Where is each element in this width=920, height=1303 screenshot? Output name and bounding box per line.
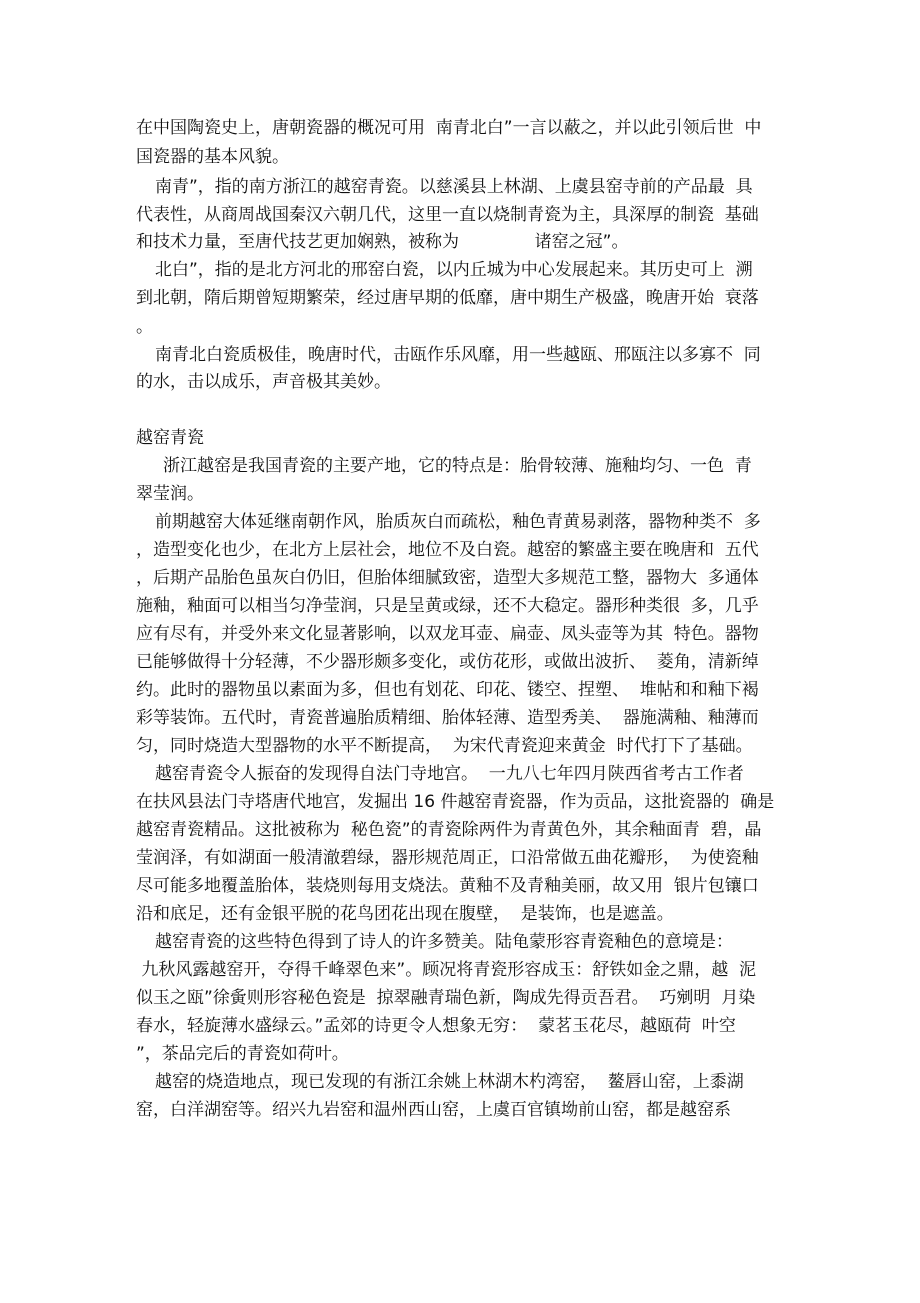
- text-line: 尽可能多地覆盖胎体，装烧则每用支烧法。黄釉不及青釉美丽，故又用 银片包镶口: [136, 876, 759, 896]
- text-line: 到北朝，隋后期曾短期繁荣，经过唐早期的低靡，唐中期生产极盛，晚唐开始 衰落: [136, 288, 759, 308]
- text-line: 越窑青瓷令人振奋的发现得自法门寺地宫。 一九八七年四月陕西省考古工作者: [155, 764, 744, 784]
- text-line: 在扶风县法门寺塔唐代地宫，发掘出 16 件越窑青瓷器，作为贡品，这批瓷器的 确是: [136, 792, 775, 812]
- text-line: 约。此时的器物虽以素面为多，但也有划花、印花、镂空、捏塑、 堆帖和和釉下褐: [136, 680, 759, 700]
- text-line: ”，茶品完后的青瓷如荷叶。: [136, 1044, 349, 1064]
- text-line: 窑，白洋湖窑等。绍兴九岩窑和温州西山窑，上虞百官镇坳前山窑，都是越窑系: [136, 1100, 731, 1120]
- text-line: 翠莹润。: [136, 484, 204, 504]
- text-line: 南青北白瓷质极佳，晚唐时代，击瓯作乐风靡，用一些越瓯、邢瓯注以多寡不 同: [155, 345, 761, 365]
- text-line: 的水，击以成乐，声音极其美妙。: [136, 372, 391, 392]
- text-line: 莹润泽，有如湖面一般清澈碧绿，器形规范周正，口沿常做五曲花瓣形， 为使瓷釉: [136, 848, 759, 868]
- text-line: ，造型变化也少，在北方上层社会，地位不及白瓷。越窑的繁盛主要在晚唐和 五代: [136, 540, 759, 560]
- text-line: 越窑青瓷的这些特色得到了诗人的许多赞美。陆龟蒙形容青瓷釉色的意境是：: [155, 932, 733, 952]
- text-line: 九秋风露越窑开，夺得千峰翠色来”。顾况将青瓷形容成玉：舒铁如金之鼎，越 泥: [136, 960, 757, 980]
- text-line: 越窑的烧造地点，现已发现的有浙江余姚上林湖木杓湾窑， 鳌唇山窑，上黍湖: [155, 1072, 744, 1092]
- text-line: 前期越窑大体延继南朝作风，胎质灰白而疏松，釉色青黄易剥落，器物种类不 多: [155, 512, 761, 532]
- text-line: 。: [136, 317, 153, 337]
- text-line: 浙江越窑是我国青瓷的主要产地，它的特点是：胎骨较薄、施釉均匀、一色 青: [163, 456, 752, 476]
- text-line: 似玉之瓯”徐夤则形容秘色瓷是 掠翠融青瑞色新，陶成先得贡吾君。 巧剜明 月染: [136, 988, 756, 1008]
- text-line: 彩等装饰。五代时，青瓷普遍胎质精细、胎体轻薄、造型秀美、 器施满釉、釉薄而: [136, 708, 759, 728]
- text-line: 沿和底足，还有金银平脱的花鸟团花出现在腹壁， 是装饰，也是遮盖。: [136, 904, 674, 924]
- text-line: ，后期产品胎色虽灰白仍旧，但胎体细腻致密，造型大多规范工整，器物大 多通体: [136, 568, 759, 588]
- text-line: 春水，轻旋薄水盛绿云。”孟郊的诗更令人想象无穷： 蒙茗玉花尽，越瓯荷 叶空: [136, 1016, 736, 1036]
- text-line: 匀，同时烧造大型器物的水平不断提高， 为宋代青瓷迎来黄金 时代打下了基础。: [136, 736, 753, 756]
- text-line: 在中国陶瓷史上，唐朝瓷器的概况可用 南青北白”一言以蔽之，并以此引领后世 中: [136, 118, 762, 138]
- text-line: 北白”，指的是北方河北的邢窑白瓷，以内丘城为中心发展起来。其历史可上 溯: [155, 260, 753, 280]
- text-line: 已能够做得十分轻薄，不少器形颇多变化，或仿花形，或做出波折、 菱角，清新绰: [136, 652, 759, 672]
- text-line: 应有尽有，并受外来文化显著影响，以双龙耳壶、扁壶、凤头壶等为其 特色。器物: [136, 624, 759, 644]
- text-line: 施釉，釉面可以相当匀净莹润，只是呈黄或绿，还不大稳定。器形种类很 多，几乎: [136, 596, 759, 616]
- text-line: 南青”，指的南方浙江的越窑青瓷。以慈溪县上林湖、上虞县窑寺前的产品最 具: [155, 177, 753, 197]
- text-line: 代表性，从商周战国秦汉六朝几代，这里一直以烧制青瓷为主，具深厚的制瓷 基础: [136, 205, 759, 225]
- text-line: 越窑青瓷精品。这批被称为 秘色瓷”的青瓷除两件为青黄色外，其余釉面青 碧，晶: [136, 820, 762, 840]
- section-heading: 越窑青瓷: [136, 428, 204, 448]
- text-line: 和技术力量，至唐代技艺更加娴熟，被称为 诸窑之冠”。: [136, 232, 629, 252]
- text-line: 国瓷器的基本风貌。: [136, 147, 289, 167]
